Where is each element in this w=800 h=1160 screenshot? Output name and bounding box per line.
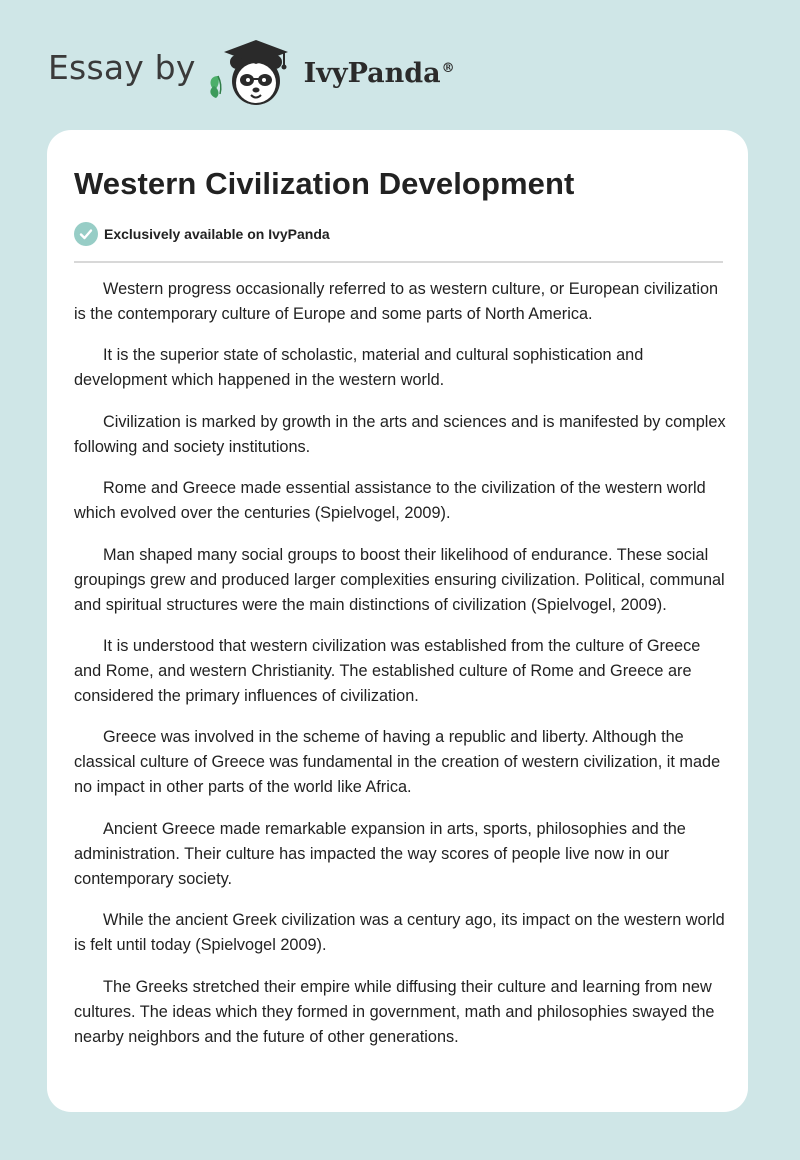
check-circle-icon: [74, 222, 98, 246]
essay-paragraph: It is understood that western civilization was established from the culture of Greece and Rome, and western Christianity. The established culture of Rome and Greece are considered the primary influences of civilization.: [74, 636, 701, 705]
brand-name-text: IvyPanda: [303, 57, 441, 89]
essay-title: Western Civilization Development: [74, 166, 575, 201]
essay-paragraph: Civilization is marked by growth in the arts and sciences and is manifested by complex following and society institutions.: [74, 412, 726, 456]
essay-paragraph: While the ancient Greek civilization was a century ago, its impact on the western world is felt until today (Spielvogel 2009).: [74, 911, 725, 955]
essay-paragraph: Ancient Greece made remarkable expansion in arts, sports, philosophies and the administration. Their culture has impacted the way scores of people live now in our contemporary society.: [74, 819, 686, 888]
essay-paragraph: Western progress occasionally referred to as western culture, or European civilization is the contemporary culture of Europe and some parts of North America.: [74, 280, 719, 323]
essay-paragraph: It is the superior state of scholastic, material and cultural sophistication and development which happened in the western world.: [74, 346, 644, 390]
exclusive-badge-label: Exclusively available on IvyPanda: [104, 226, 330, 242]
site-header: [48, 34, 455, 108]
brand-name: [304, 58, 455, 89]
ivypanda-logo-link[interactable]: [210, 34, 455, 108]
brand-prefix: Essay by: [48, 47, 196, 87]
essay-paragraph: The Greeks stretched their empire while diffusing their culture and learning from new cultures. The ideas which they formed in government, math and philosophies swayed the nearby neighbors and the future of other generations.: [74, 977, 715, 1046]
registered-mark: ®: [441, 60, 455, 76]
essay-body: [74, 277, 729, 1066]
essay-paragraph: Greece was involved in the scheme of having a republic and liberty. Although the classical culture of Greece was fundamental in the creation of western civilization, it made no impact in other parts of the world like Africa.: [74, 728, 721, 797]
panda-logo-icon: [204, 34, 300, 108]
essay-paragraph: Man shaped many social groups to boost their likelihood of endurance. These social groupings grew and produced larger complexities ensuring civilization. Political, communal and spiritual structures were the main distinctions of civilization (Spielvogel, 2009).: [74, 545, 725, 614]
essay-paragraph: Rome and Greece made essential assistance to the civilization of the western world which evolved over the centuries (Spielvogel, 2009).: [74, 479, 706, 523]
exclusive-badge: [74, 222, 330, 246]
title-divider: [74, 261, 723, 263]
essay-card: [47, 130, 748, 1112]
